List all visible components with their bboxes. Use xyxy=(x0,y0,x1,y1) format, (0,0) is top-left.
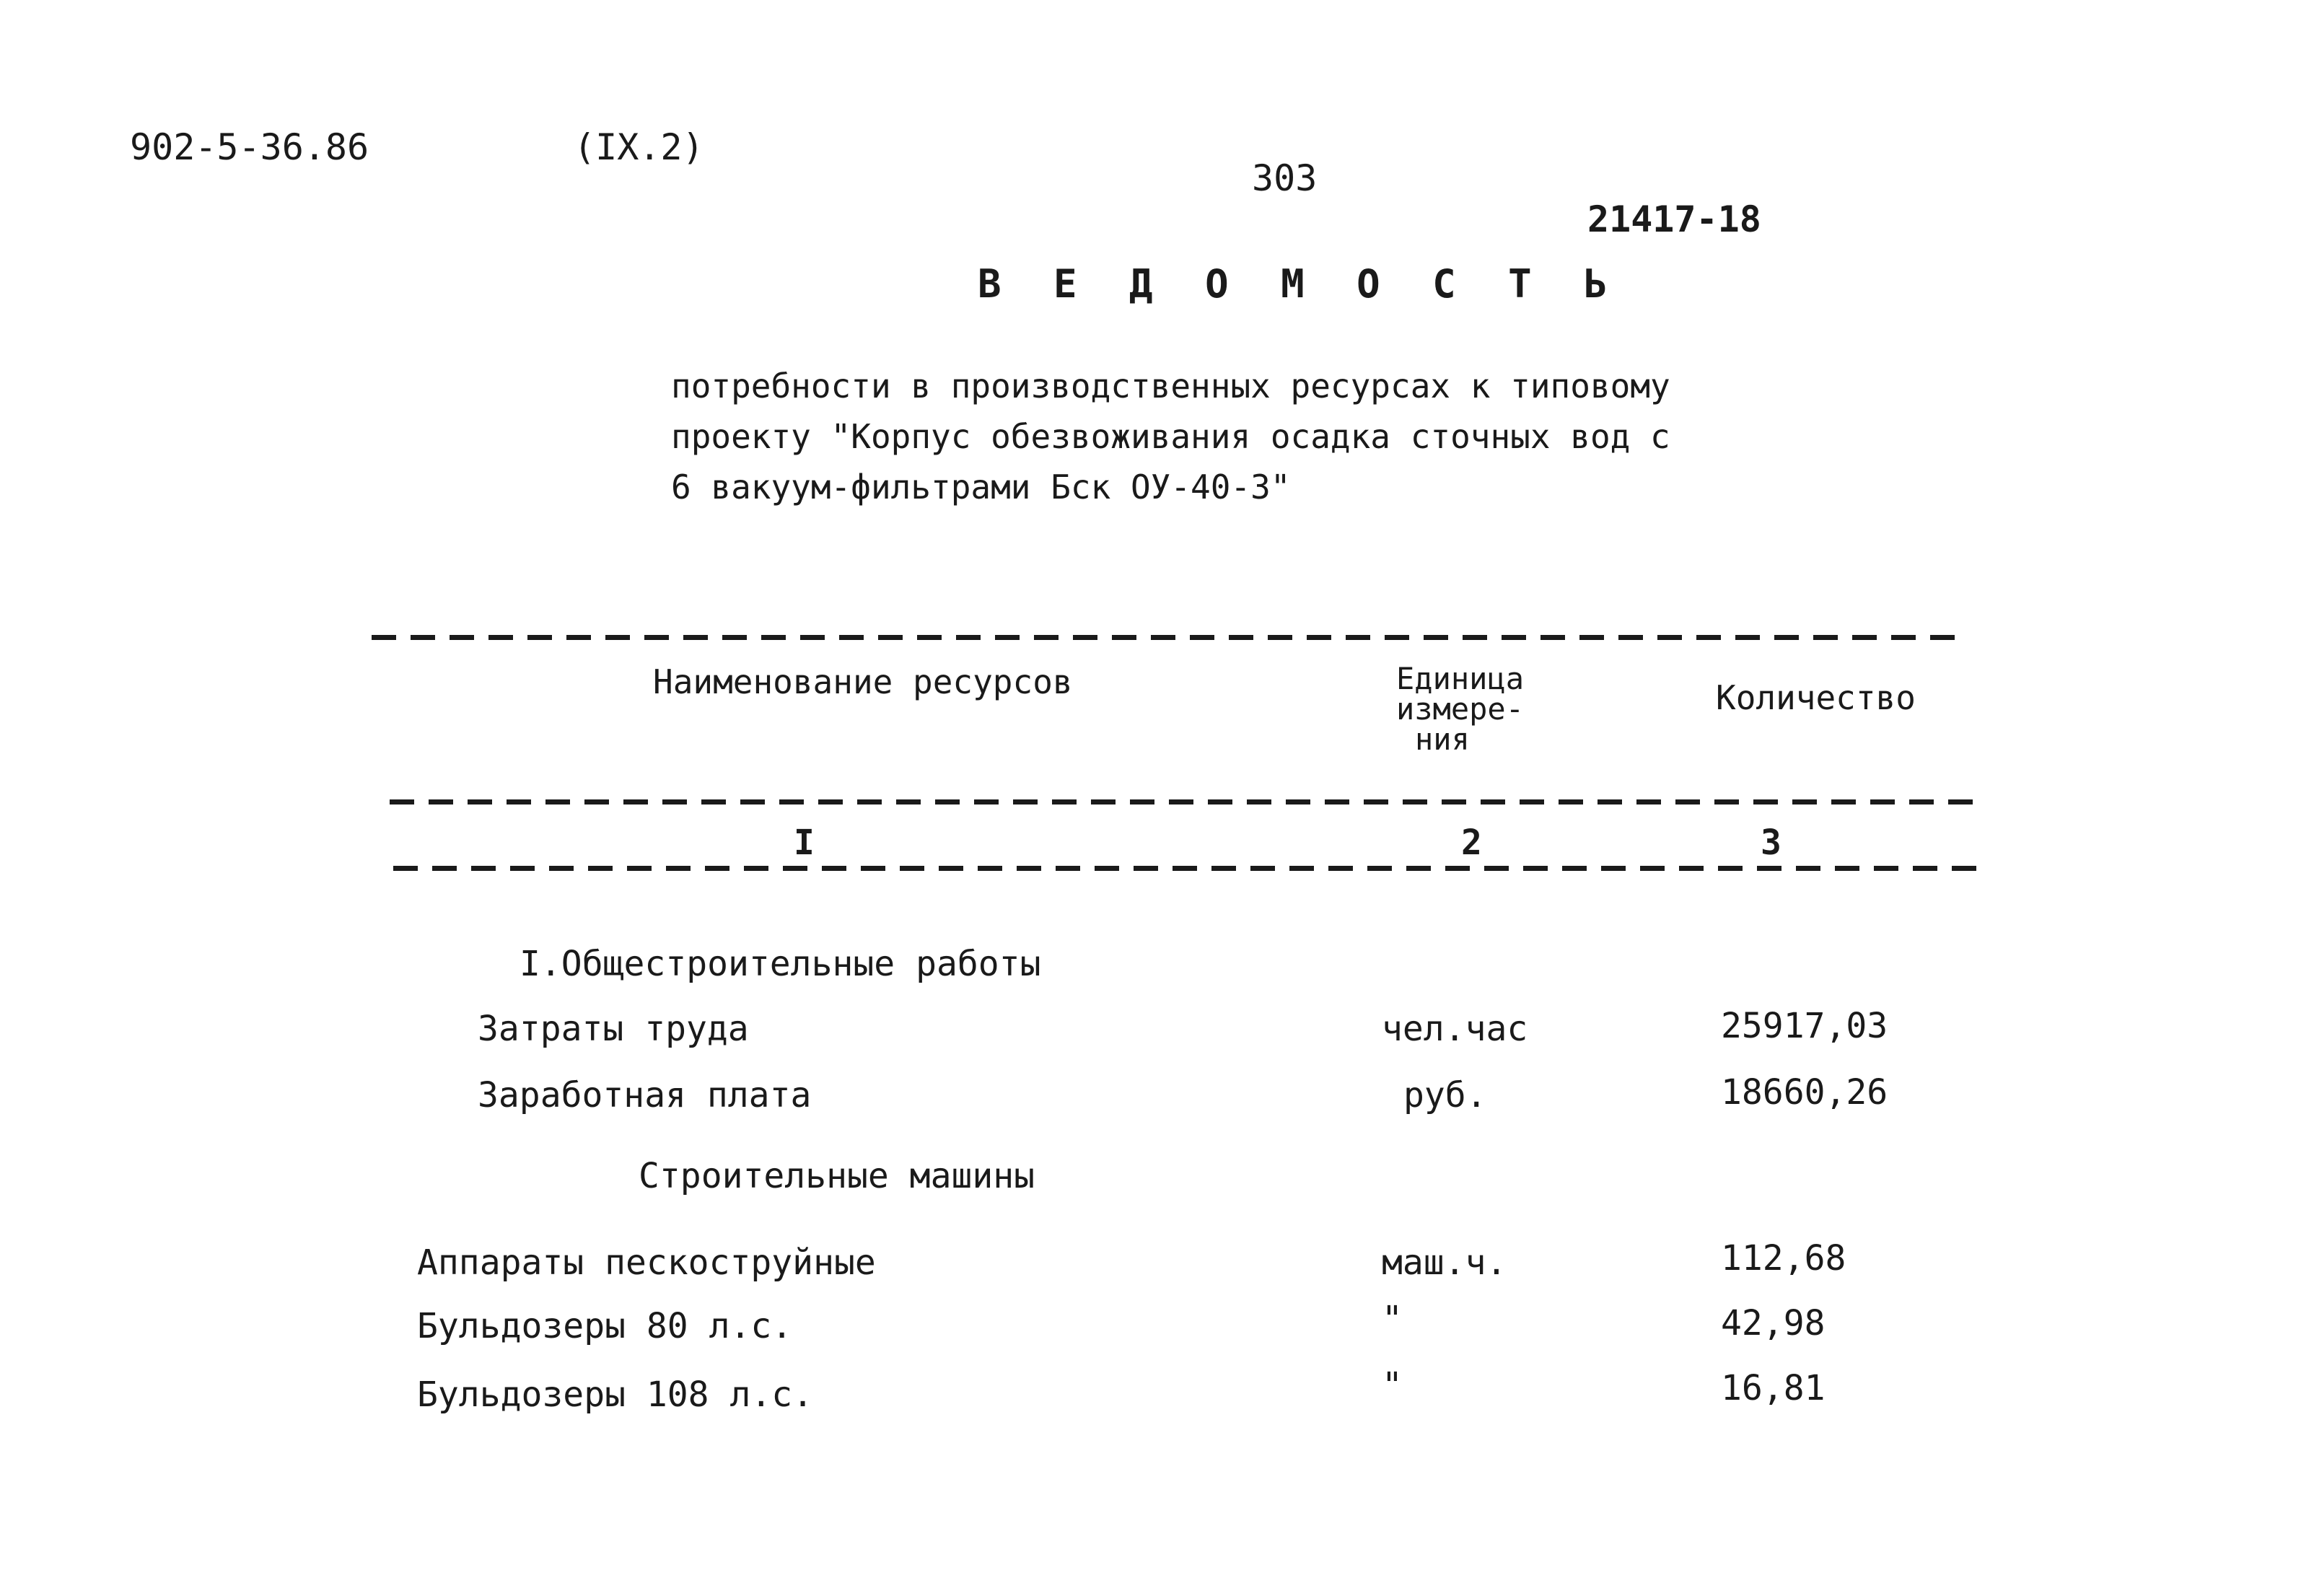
table-row-unit: " xyxy=(1382,1299,1403,1339)
column-header-unit-line-3: ния xyxy=(1415,722,1470,757)
table-row-name: Заработная плата xyxy=(478,1075,812,1115)
table-row-unit: " xyxy=(1382,1365,1403,1406)
table-row-name: Бульдозеры 80 л.с. xyxy=(417,1306,793,1346)
column-header-unit-line-1: Единица xyxy=(1396,661,1525,696)
numbering-bottom-rule xyxy=(393,866,1988,871)
section-heading: I.Общестроительные работы xyxy=(520,944,1041,984)
table-row-qty: 16,81 xyxy=(1721,1368,1826,1408)
column-header-name: Наименование ресурсов xyxy=(653,662,1073,701)
inventory-number: 21417-18 xyxy=(1587,198,1761,240)
table-row-name: Бульдозеры 108 л.с. xyxy=(417,1374,814,1415)
column-number-3: 3 xyxy=(1761,823,1781,863)
table-row-qty: 18660,26 xyxy=(1721,1072,1888,1113)
subtitle-line-1: потребности в производственных ресурсах к типовому xyxy=(671,367,1670,405)
document-code: 902-5-36.86 xyxy=(130,126,369,168)
subsection-heading: Строительные машины xyxy=(639,1156,1035,1196)
section-code: (IX.2) xyxy=(574,126,704,168)
table-row-qty: 25917,03 xyxy=(1721,1006,1888,1046)
column-header-unit xyxy=(1396,661,1525,757)
table-row-qty: 112,68 xyxy=(1721,1238,1846,1279)
column-number-1: I xyxy=(794,823,815,863)
table-top-rule xyxy=(372,635,1963,640)
header-bottom-rule xyxy=(390,799,1984,804)
column-header-quantity: Количество xyxy=(1716,678,1916,717)
document-title: В Е Д О М О С Т Ь xyxy=(978,261,1622,307)
table-row-unit: маш.ч. xyxy=(1382,1242,1507,1283)
table-row-name: Аппараты пескоструйные xyxy=(417,1242,876,1283)
column-header-unit-line-2: измере- xyxy=(1396,691,1525,727)
table-row-name: Затраты труда xyxy=(478,1009,749,1049)
table-row-unit: руб. xyxy=(1403,1075,1487,1115)
subtitle-line-3: 6 вакуум-фильтрами Бск ОУ-40-3" xyxy=(671,468,1291,507)
subtitle-line-2: проекту "Корпус обезвоживания осадка сточных вод с xyxy=(671,417,1670,456)
table-row-qty: 42,98 xyxy=(1721,1303,1826,1343)
column-number-2: 2 xyxy=(1461,823,1482,863)
table-row-unit: чел.час xyxy=(1382,1009,1528,1049)
page-number: 303 xyxy=(1252,157,1318,199)
